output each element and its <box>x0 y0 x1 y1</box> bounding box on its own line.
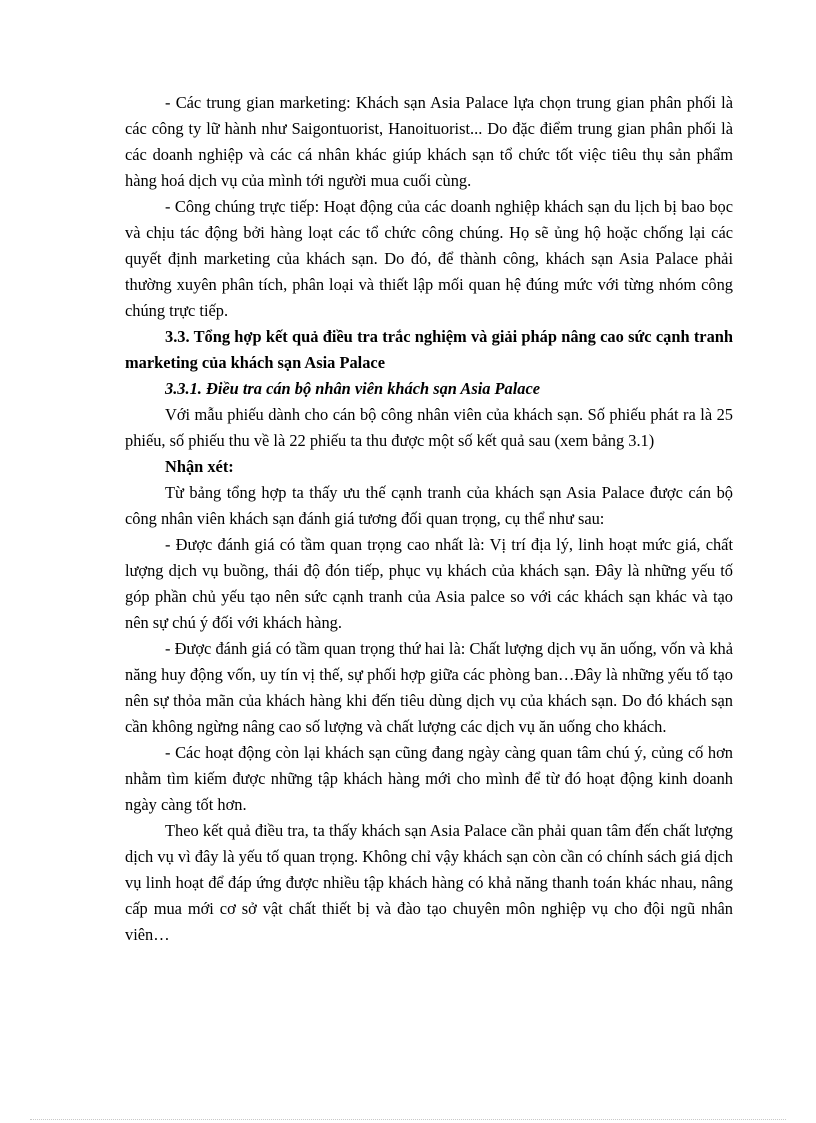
paragraph-summary: Từ bảng tổng hợp ta thấy ưu thế cạnh tranh của khách sạn Asia Palace được cán bộ công nhân viên khách sạn đánh giá tương đối quan trọng, cụ thể như sau: <box>125 483 733 528</box>
subsection-heading-3-3-1: 3.3.1. Điều tra cán bộ nhân viên khách sạn Asia Palace <box>165 379 541 398</box>
document-body <box>125 90 733 948</box>
paragraph-direct-public: - Công chúng trực tiếp: Hoạt động của các doanh nghiệp khách sạn du lịch bị bao bọc và chịu tác động bởi hàng loạt các tổ chức công chúng. Họ sẽ ủng hộ hoặc chống lại các quyết định marketing của khách sạn. Do đó, để thành công, khách sạn Asia Palace phải thường xuyên phân tích, phân loại và thiết lập mối quan hệ đúng mức với từng nhóm công chúng trực tiếp. <box>125 197 733 320</box>
section-heading-3-3: 3.3. Tổng hợp kết quả điều tra trắc nghiệm và giải pháp nâng cao sức cạnh tranh marketing của khách sạn Asia Palace <box>125 327 733 372</box>
paragraph-conclusion: Theo kết quả điều tra, ta thấy khách sạn Asia Palace cần phải quan tâm đến chất lượng dịch vụ vì đây là yếu tố quan trọng. Không chỉ vậy khách sạn còn cần có chính sách giá dịch vụ linh hoạt để đáp ứng được nhiều tập khách hàng có khả năng thanh toán khác nhau, nâng cấp mua mới cơ sở vật chất thiết bị và đào tạo chuyên môn nghiệp vụ cho đội ngũ nhân viên… <box>125 821 733 944</box>
paragraph-survey-intro: Với mẫu phiếu dành cho cán bộ công nhân viên của khách sạn. Số phiếu phát ra là 25 phiếu, số phiếu thu về là 22 phiếu ta thu được một số kết quả sau (xem bảng 3.1) <box>125 405 733 450</box>
remarks-label: Nhận xét: <box>165 457 234 476</box>
paragraph-highest-importance: - Được đánh giá có tầm quan trọng cao nhất là: Vị trí địa lý, linh hoạt mức giá, chất lượng dịch vụ buồng, thái độ đón tiếp, phục vụ khách của khách sạn. Đây là những yếu tố góp phần chủ yếu tạo nên sức cạnh tranh của Asia palce so với các khách sạn khác và tạo nên sự chú ý đối với khách hàng. <box>125 535 733 632</box>
paragraph-second-importance: - Được đánh giá có tầm quan trọng thứ hai là: Chất lượng dịch vụ ăn uống, vốn và khả năng huy động vốn, uy tín vị thế, sự phối hợp giữa các phòng ban…Đây là những yếu tố tạo nên sự thỏa mãn của khách hàng khi đến tiêu dùng dịch vụ của khách sạn. Do đó khách sạn cần không ngừng nâng cao số lượng và chất lượng các dịch vụ ăn uống cho khách. <box>125 639 733 736</box>
page-bottom-divider <box>30 1119 786 1120</box>
paragraph-marketing-intermediaries: - Các trung gian marketing: Khách sạn Asia Palace lựa chọn trung gian phân phối là các công ty lữ hành như Saigontuorist, Hanoituorist... Do đặc điểm trung gian phân phối là các doanh nghiệp và các cá nhân khác giúp khách sạn tổ chức tốt việc tiêu thụ sản phẩm hàng hoá dịch vụ của mình tới người mua cuối cùng. <box>125 93 733 190</box>
paragraph-remaining-activities: - Các hoạt động còn lại khách sạn cũng đang ngày càng quan tâm chú ý, củng cố hơn nhằm tìm kiếm được những tập khách hàng mới cho mình để từ đó hoạt động kinh doanh ngày càng tốt hơn. <box>125 743 733 814</box>
